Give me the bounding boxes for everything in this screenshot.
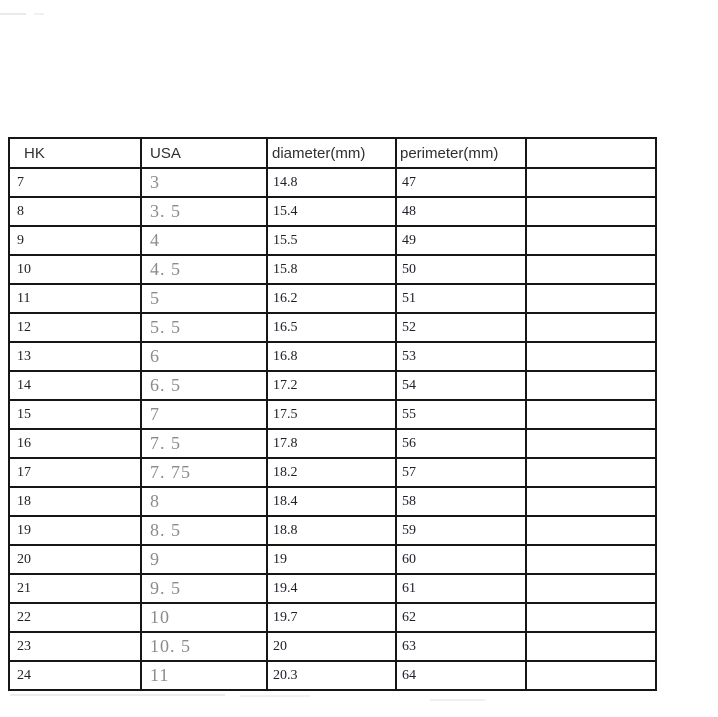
cell-empty (526, 516, 656, 545)
cell-hk: 8 (9, 197, 141, 226)
cell-empty (526, 545, 656, 574)
cell-perimeter: 57 (396, 458, 526, 487)
cell-usa: 4. 5 (141, 255, 267, 284)
table-row (9, 429, 656, 458)
header-usa: USA (141, 138, 267, 168)
cell-perimeter: 47 (396, 168, 526, 197)
cell-diameter: 19.7 (267, 603, 396, 632)
table-row (9, 226, 656, 255)
cell-empty (526, 603, 656, 632)
cell-hk: 16 (9, 429, 141, 458)
scan-artifact (430, 699, 485, 701)
scan-artifact (10, 694, 225, 696)
cell-diameter: 20 (267, 632, 396, 661)
cell-empty (526, 342, 656, 371)
cell-perimeter: 56 (396, 429, 526, 458)
cell-usa: 11 (141, 661, 267, 690)
cell-perimeter: 59 (396, 516, 526, 545)
scan-artifact (240, 695, 310, 697)
cell-empty (526, 487, 656, 516)
cell-hk: 13 (9, 342, 141, 371)
cell-hk: 22 (9, 603, 141, 632)
cell-hk: 10 (9, 255, 141, 284)
cell-hk: 17 (9, 458, 141, 487)
table-row (9, 255, 656, 284)
cell-diameter: 16.2 (267, 284, 396, 313)
cell-diameter: 15.4 (267, 197, 396, 226)
cell-diameter: 14.8 (267, 168, 396, 197)
cell-perimeter: 54 (396, 371, 526, 400)
cell-empty (526, 574, 656, 603)
cell-hk: 11 (9, 284, 141, 313)
cell-usa: 7 (141, 400, 267, 429)
cell-hk: 15 (9, 400, 141, 429)
ring-size-table (8, 137, 657, 691)
cell-usa: 5. 5 (141, 313, 267, 342)
table-row (9, 400, 656, 429)
table-row (9, 458, 656, 487)
cell-perimeter: 52 (396, 313, 526, 342)
cell-hk: 7 (9, 168, 141, 197)
cell-empty (526, 284, 656, 313)
cell-usa: 3 (141, 168, 267, 197)
table-row (9, 168, 656, 197)
cell-perimeter: 58 (396, 487, 526, 516)
cell-perimeter: 49 (396, 226, 526, 255)
header-row (9, 138, 656, 168)
cell-usa: 9. 5 (141, 574, 267, 603)
table-row (9, 661, 656, 690)
cell-diameter: 16.8 (267, 342, 396, 371)
cell-empty (526, 458, 656, 487)
table-row (9, 284, 656, 313)
cell-usa: 6. 5 (141, 371, 267, 400)
cell-perimeter: 61 (396, 574, 526, 603)
cell-hk: 9 (9, 226, 141, 255)
cell-empty (526, 632, 656, 661)
cell-hk: 24 (9, 661, 141, 690)
cell-empty (526, 661, 656, 690)
cell-usa: 8 (141, 487, 267, 516)
cell-usa: 5 (141, 284, 267, 313)
header-diameter: diameter(mm) (267, 138, 396, 168)
scan-artifact (34, 13, 44, 15)
table-row (9, 574, 656, 603)
cell-diameter: 19 (267, 545, 396, 574)
scan-artifact (0, 13, 26, 15)
cell-hk: 14 (9, 371, 141, 400)
cell-diameter: 18.4 (267, 487, 396, 516)
cell-perimeter: 53 (396, 342, 526, 371)
header-hk: HK (9, 138, 141, 168)
cell-hk: 19 (9, 516, 141, 545)
cell-diameter: 19.4 (267, 574, 396, 603)
cell-empty (526, 255, 656, 284)
table-row (9, 342, 656, 371)
cell-diameter: 15.8 (267, 255, 396, 284)
cell-diameter: 15.5 (267, 226, 396, 255)
cell-empty (526, 371, 656, 400)
cell-usa: 8. 5 (141, 516, 267, 545)
cell-perimeter: 62 (396, 603, 526, 632)
cell-hk: 18 (9, 487, 141, 516)
cell-empty (526, 313, 656, 342)
table-body (9, 168, 656, 690)
table-row (9, 371, 656, 400)
header-perimeter: perimeter(mm) (396, 138, 526, 168)
cell-usa: 4 (141, 226, 267, 255)
cell-empty (526, 226, 656, 255)
cell-perimeter: 63 (396, 632, 526, 661)
cell-diameter: 17.5 (267, 400, 396, 429)
cell-diameter: 17.8 (267, 429, 396, 458)
cell-hk: 12 (9, 313, 141, 342)
cell-empty (526, 197, 656, 226)
table-row (9, 545, 656, 574)
cell-usa: 3. 5 (141, 197, 267, 226)
table-row (9, 516, 656, 545)
cell-usa: 9 (141, 545, 267, 574)
table-row (9, 313, 656, 342)
table-row (9, 197, 656, 226)
cell-diameter: 20.3 (267, 661, 396, 690)
cell-hk: 23 (9, 632, 141, 661)
cell-perimeter: 55 (396, 400, 526, 429)
cell-diameter: 16.5 (267, 313, 396, 342)
cell-usa: 10. 5 (141, 632, 267, 661)
cell-perimeter: 51 (396, 284, 526, 313)
cell-hk: 21 (9, 574, 141, 603)
cell-hk: 20 (9, 545, 141, 574)
cell-diameter: 17.2 (267, 371, 396, 400)
cell-usa: 10 (141, 603, 267, 632)
table-row (9, 487, 656, 516)
table-row (9, 603, 656, 632)
cell-perimeter: 64 (396, 661, 526, 690)
cell-usa: 7. 75 (141, 458, 267, 487)
cell-empty (526, 429, 656, 458)
cell-empty (526, 400, 656, 429)
cell-perimeter: 60 (396, 545, 526, 574)
cell-diameter: 18.2 (267, 458, 396, 487)
table-row (9, 632, 656, 661)
cell-usa: 6 (141, 342, 267, 371)
cell-perimeter: 48 (396, 197, 526, 226)
cell-perimeter: 50 (396, 255, 526, 284)
header-empty (526, 138, 656, 168)
cell-diameter: 18.8 (267, 516, 396, 545)
cell-usa: 7. 5 (141, 429, 267, 458)
cell-empty (526, 168, 656, 197)
